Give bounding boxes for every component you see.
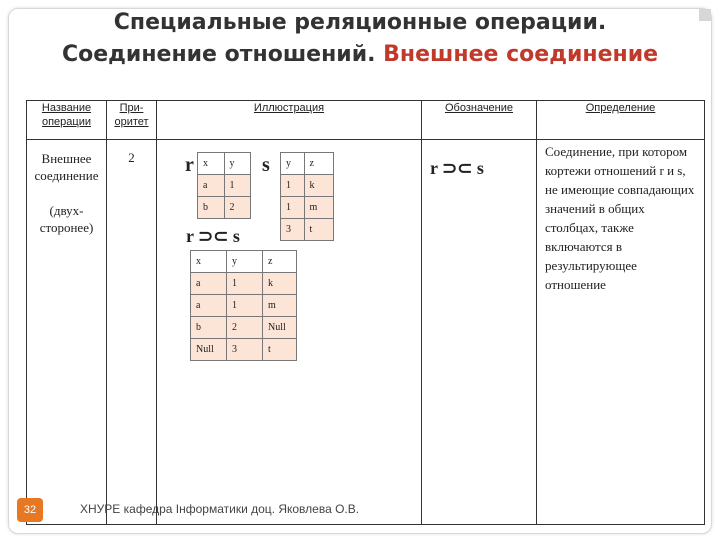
table-row: [281, 197, 334, 219]
relation-s-table: [280, 152, 334, 241]
result-cell: m: [263, 295, 297, 317]
s-cell: 1: [281, 197, 305, 219]
s-cell: t: [304, 219, 333, 241]
result-cell: 1: [227, 295, 263, 317]
table-row: [191, 273, 297, 295]
relation-r-label: r: [185, 154, 194, 176]
table-row: [191, 295, 297, 317]
result-header-z: z: [263, 251, 297, 273]
result-cell: 3: [227, 339, 263, 361]
relation-s-label: s: [262, 154, 270, 176]
footer-credit: ХНУРЕ кафедра Інформатики доц. Яковлева О.В.: [80, 502, 360, 516]
header-illustration: Иллюстрация: [157, 101, 422, 140]
result-cell: 1: [227, 273, 263, 295]
result-cell: k: [263, 273, 297, 295]
s-cell: m: [304, 197, 333, 219]
result-cell: a: [191, 273, 227, 295]
relation-r-table: [197, 152, 251, 219]
r-cell: 2: [224, 197, 251, 219]
operation-name-line4: сторонее): [39, 220, 94, 235]
r-header-y: y: [224, 153, 251, 175]
table-row: [191, 339, 297, 361]
result-cell: b: [191, 317, 227, 339]
table-row: [191, 317, 297, 339]
operation-name-cell: [27, 140, 107, 525]
notation-cell: [422, 140, 537, 525]
table-header-row: [27, 101, 705, 140]
priority-cell: 2: [107, 140, 157, 525]
definition-cell: Соединение, при котором кортежи отношений r и s, не имеющие совпадающих значений в общих столбцах, также включаются в результирующее отношение: [537, 140, 705, 525]
result-header-y: y: [227, 251, 263, 273]
operations-table: [26, 100, 704, 525]
table-row: [281, 175, 334, 197]
header-name: Название операции: [27, 101, 107, 140]
title-red-part: Внешнее соединение: [383, 42, 659, 67]
header-definition: Определение: [537, 101, 705, 140]
s-cell: 1: [281, 175, 305, 197]
title-black-part: Соединение отношений.: [61, 42, 384, 67]
r-cell: 1: [224, 175, 251, 197]
r-header-x: x: [198, 153, 225, 175]
s-header-z: z: [304, 153, 333, 175]
result-header-x: x: [191, 251, 227, 273]
operation-name-line2: соединение: [34, 168, 99, 183]
s-cell: k: [304, 175, 333, 197]
table-row: [191, 251, 297, 273]
result-cell: t: [263, 339, 297, 361]
table-row: [281, 219, 334, 241]
table-row: [281, 153, 334, 175]
table-row: [198, 197, 251, 219]
r-cell: a: [198, 175, 225, 197]
slide-title-line2: [0, 42, 720, 67]
header-priority: При-оритет: [107, 101, 157, 140]
header-notation: Обозначение: [422, 101, 537, 140]
page-number-badge: 32: [17, 498, 43, 522]
result-operation-label: r ⊃⊂ s: [186, 226, 240, 246]
table-row: [27, 140, 705, 525]
result-cell: a: [191, 295, 227, 317]
slide-title-line1: Специальные реляционные операции.: [113, 10, 607, 35]
notation-symbol: r ⊃⊂ s: [430, 158, 484, 178]
result-cell: 2: [227, 317, 263, 339]
operation-name-line1: Внешнее: [41, 151, 92, 166]
s-cell: 3: [281, 219, 305, 241]
result-cell: Null: [263, 317, 297, 339]
s-header-y: y: [281, 153, 305, 175]
operation-name-line3: (двух-: [49, 203, 84, 218]
r-cell: b: [198, 197, 225, 219]
table-row: [198, 153, 251, 175]
result-table: [190, 250, 297, 361]
result-cell: Null: [191, 339, 227, 361]
table-row: [198, 175, 251, 197]
